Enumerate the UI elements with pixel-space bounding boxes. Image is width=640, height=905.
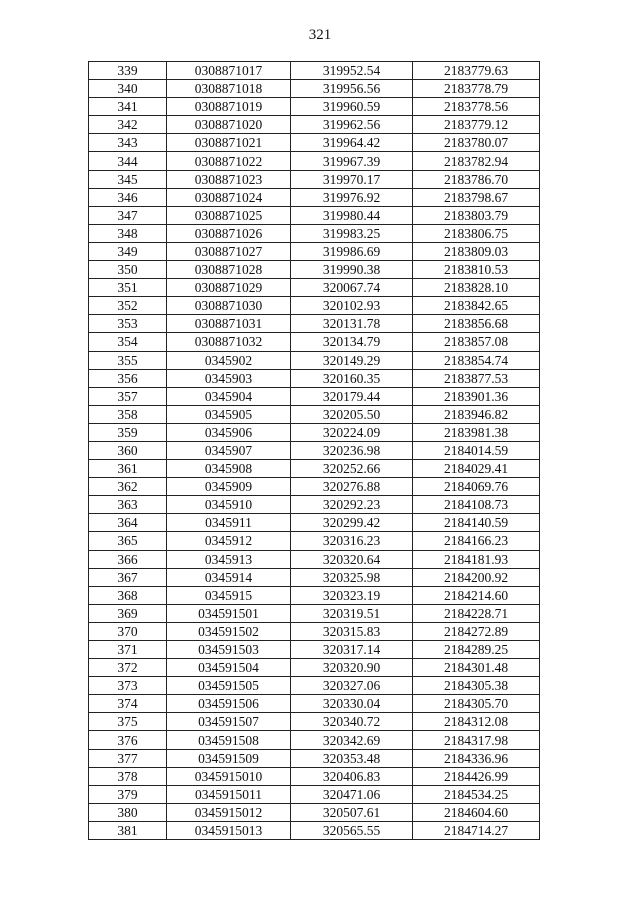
point-id-cell: 0345905 — [167, 405, 291, 423]
point-id-cell: 0308871026 — [167, 224, 291, 242]
y-coordinate-cell: 2183810.53 — [413, 261, 540, 279]
y-coordinate-cell: 2183806.75 — [413, 224, 540, 242]
point-id-cell: 0345902 — [167, 351, 291, 369]
row-number-cell: 380 — [89, 803, 167, 821]
table-row — [89, 478, 540, 496]
x-coordinate-cell: 320292.23 — [291, 496, 413, 514]
table-row — [89, 659, 540, 677]
point-id-cell: 0345915013 — [167, 821, 291, 839]
table-row — [89, 713, 540, 731]
x-coordinate-cell: 320205.50 — [291, 405, 413, 423]
point-id-cell: 0345904 — [167, 387, 291, 405]
y-coordinate-cell: 2183778.79 — [413, 80, 540, 98]
y-coordinate-cell: 2184200.92 — [413, 568, 540, 586]
row-number-cell: 369 — [89, 604, 167, 622]
table-row — [89, 821, 540, 839]
x-coordinate-cell: 320236.98 — [291, 441, 413, 459]
row-number-cell: 378 — [89, 767, 167, 785]
x-coordinate-cell: 320102.93 — [291, 297, 413, 315]
row-number-cell: 364 — [89, 514, 167, 532]
point-id-cell: 0308871027 — [167, 242, 291, 260]
point-id-cell: 0345914 — [167, 568, 291, 586]
x-coordinate-cell: 319960.59 — [291, 98, 413, 116]
x-coordinate-cell: 320160.35 — [291, 369, 413, 387]
table-row — [89, 279, 540, 297]
row-number-cell: 339 — [89, 62, 167, 80]
row-number-cell: 374 — [89, 695, 167, 713]
coordinates-table — [88, 61, 540, 840]
table-row — [89, 261, 540, 279]
x-coordinate-cell: 320315.83 — [291, 622, 413, 640]
point-id-cell: 0308871028 — [167, 261, 291, 279]
x-coordinate-cell: 320319.51 — [291, 604, 413, 622]
table-row — [89, 441, 540, 459]
row-number-cell: 359 — [89, 423, 167, 441]
table-row — [89, 188, 540, 206]
point-id-cell: 034591501 — [167, 604, 291, 622]
row-number-cell: 376 — [89, 731, 167, 749]
point-id-cell: 0308871017 — [167, 62, 291, 80]
x-coordinate-cell: 320327.06 — [291, 677, 413, 695]
y-coordinate-cell: 2184426.99 — [413, 767, 540, 785]
y-coordinate-cell: 2184305.70 — [413, 695, 540, 713]
table-row — [89, 496, 540, 514]
x-coordinate-cell: 320252.66 — [291, 460, 413, 478]
table-row — [89, 460, 540, 478]
y-coordinate-cell: 2183877.53 — [413, 369, 540, 387]
y-coordinate-cell: 2183857.08 — [413, 333, 540, 351]
point-id-cell: 034591508 — [167, 731, 291, 749]
row-number-cell: 377 — [89, 749, 167, 767]
row-number-cell: 348 — [89, 224, 167, 242]
point-id-cell: 0345909 — [167, 478, 291, 496]
x-coordinate-cell: 320299.42 — [291, 514, 413, 532]
row-number-cell: 373 — [89, 677, 167, 695]
point-id-cell: 0345912 — [167, 532, 291, 550]
x-coordinate-cell: 319962.56 — [291, 116, 413, 134]
row-number-cell: 342 — [89, 116, 167, 134]
x-coordinate-cell: 320507.61 — [291, 803, 413, 821]
x-coordinate-cell: 319990.38 — [291, 261, 413, 279]
y-coordinate-cell: 2184108.73 — [413, 496, 540, 514]
x-coordinate-cell: 319970.17 — [291, 170, 413, 188]
x-coordinate-cell: 320353.48 — [291, 749, 413, 767]
table-row — [89, 550, 540, 568]
table-row — [89, 152, 540, 170]
y-coordinate-cell: 2184166.23 — [413, 532, 540, 550]
row-number-cell: 344 — [89, 152, 167, 170]
x-coordinate-cell: 319983.25 — [291, 224, 413, 242]
point-id-cell: 0345915010 — [167, 767, 291, 785]
page-number: 321 — [308, 27, 332, 43]
y-coordinate-cell: 2183946.82 — [413, 405, 540, 423]
y-coordinate-cell: 2184317.98 — [413, 731, 540, 749]
x-coordinate-cell: 320224.09 — [291, 423, 413, 441]
table-row — [89, 315, 540, 333]
x-coordinate-cell: 319964.42 — [291, 134, 413, 152]
table-row — [89, 98, 540, 116]
y-coordinate-cell: 2184140.59 — [413, 514, 540, 532]
point-id-cell: 0308871021 — [167, 134, 291, 152]
table-row — [89, 641, 540, 659]
point-id-cell: 0345907 — [167, 441, 291, 459]
point-id-cell: 0308871022 — [167, 152, 291, 170]
row-number-cell: 362 — [89, 478, 167, 496]
y-coordinate-cell: 2184181.93 — [413, 550, 540, 568]
row-number-cell: 340 — [89, 80, 167, 98]
point-id-cell: 0345906 — [167, 423, 291, 441]
point-id-cell: 0308871030 — [167, 297, 291, 315]
table-row — [89, 116, 540, 134]
table-row — [89, 134, 540, 152]
y-coordinate-cell: 2183803.79 — [413, 206, 540, 224]
row-number-cell: 381 — [89, 821, 167, 839]
row-number-cell: 375 — [89, 713, 167, 731]
table-row — [89, 369, 540, 387]
point-id-cell: 0308871031 — [167, 315, 291, 333]
x-coordinate-cell: 320149.29 — [291, 351, 413, 369]
point-id-cell: 0308871020 — [167, 116, 291, 134]
row-number-cell: 360 — [89, 441, 167, 459]
y-coordinate-cell: 2183854.74 — [413, 351, 540, 369]
row-number-cell: 347 — [89, 206, 167, 224]
y-coordinate-cell: 2184336.96 — [413, 749, 540, 767]
table-row — [89, 568, 540, 586]
table-row — [89, 604, 540, 622]
table-row — [89, 423, 540, 441]
row-number-cell: 349 — [89, 242, 167, 260]
point-id-cell: 0308871023 — [167, 170, 291, 188]
x-coordinate-cell: 320471.06 — [291, 785, 413, 803]
point-id-cell: 0308871032 — [167, 333, 291, 351]
point-id-cell: 0345908 — [167, 460, 291, 478]
y-coordinate-cell: 2184604.60 — [413, 803, 540, 821]
row-number-cell: 371 — [89, 641, 167, 659]
table-row — [89, 749, 540, 767]
y-coordinate-cell: 2184301.48 — [413, 659, 540, 677]
y-coordinate-cell: 2184272.89 — [413, 622, 540, 640]
y-coordinate-cell: 2184069.76 — [413, 478, 540, 496]
x-coordinate-cell: 320325.98 — [291, 568, 413, 586]
table-row — [89, 677, 540, 695]
row-number-cell: 346 — [89, 188, 167, 206]
y-coordinate-cell: 2183780.07 — [413, 134, 540, 152]
table-row — [89, 206, 540, 224]
x-coordinate-cell: 319952.54 — [291, 62, 413, 80]
row-number-cell: 361 — [89, 460, 167, 478]
y-coordinate-cell: 2183798.67 — [413, 188, 540, 206]
x-coordinate-cell: 320316.23 — [291, 532, 413, 550]
x-coordinate-cell: 320131.78 — [291, 315, 413, 333]
y-coordinate-cell: 2183842.65 — [413, 297, 540, 315]
row-number-cell: 352 — [89, 297, 167, 315]
table-row — [89, 387, 540, 405]
row-number-cell: 372 — [89, 659, 167, 677]
row-number-cell: 356 — [89, 369, 167, 387]
y-coordinate-cell: 2184228.71 — [413, 604, 540, 622]
y-coordinate-cell: 2184289.25 — [413, 641, 540, 659]
y-coordinate-cell: 2183782.94 — [413, 152, 540, 170]
y-coordinate-cell: 2183856.68 — [413, 315, 540, 333]
y-coordinate-cell: 2183901.36 — [413, 387, 540, 405]
table-row — [89, 731, 540, 749]
point-id-cell: 0345915 — [167, 586, 291, 604]
x-coordinate-cell: 320317.14 — [291, 641, 413, 659]
table-row — [89, 803, 540, 821]
y-coordinate-cell: 2183786.70 — [413, 170, 540, 188]
y-coordinate-cell: 2184312.08 — [413, 713, 540, 731]
point-id-cell: 0308871018 — [167, 80, 291, 98]
x-coordinate-cell: 320276.88 — [291, 478, 413, 496]
table-row — [89, 297, 540, 315]
x-coordinate-cell: 320340.72 — [291, 713, 413, 731]
x-coordinate-cell: 320179.44 — [291, 387, 413, 405]
y-coordinate-cell: 2183779.12 — [413, 116, 540, 134]
table-row — [89, 586, 540, 604]
row-number-cell: 341 — [89, 98, 167, 116]
row-number-cell: 343 — [89, 134, 167, 152]
point-id-cell: 0308871024 — [167, 188, 291, 206]
y-coordinate-cell: 2184534.25 — [413, 785, 540, 803]
y-coordinate-cell: 2183778.56 — [413, 98, 540, 116]
table-row — [89, 695, 540, 713]
row-number-cell: 358 — [89, 405, 167, 423]
table-row — [89, 170, 540, 188]
y-coordinate-cell: 2184029.41 — [413, 460, 540, 478]
point-id-cell: 0345913 — [167, 550, 291, 568]
table-row — [89, 785, 540, 803]
x-coordinate-cell: 319976.92 — [291, 188, 413, 206]
row-number-cell: 353 — [89, 315, 167, 333]
point-id-cell: 0345910 — [167, 496, 291, 514]
x-coordinate-cell: 320406.83 — [291, 767, 413, 785]
x-coordinate-cell: 319956.56 — [291, 80, 413, 98]
row-number-cell: 370 — [89, 622, 167, 640]
y-coordinate-cell: 2184714.27 — [413, 821, 540, 839]
x-coordinate-cell: 320565.55 — [291, 821, 413, 839]
table-row — [89, 351, 540, 369]
x-coordinate-cell: 320320.90 — [291, 659, 413, 677]
x-coordinate-cell: 320323.19 — [291, 586, 413, 604]
row-number-cell: 357 — [89, 387, 167, 405]
table-row — [89, 532, 540, 550]
x-coordinate-cell: 319986.69 — [291, 242, 413, 260]
point-id-cell: 0345903 — [167, 369, 291, 387]
x-coordinate-cell: 320342.69 — [291, 731, 413, 749]
row-number-cell: 345 — [89, 170, 167, 188]
x-coordinate-cell: 320330.04 — [291, 695, 413, 713]
table-row — [89, 405, 540, 423]
point-id-cell: 034591507 — [167, 713, 291, 731]
y-coordinate-cell: 2184214.60 — [413, 586, 540, 604]
row-number-cell: 368 — [89, 586, 167, 604]
y-coordinate-cell: 2184305.38 — [413, 677, 540, 695]
x-coordinate-cell: 320067.74 — [291, 279, 413, 297]
table-row — [89, 622, 540, 640]
y-coordinate-cell: 2183828.10 — [413, 279, 540, 297]
y-coordinate-cell: 2183809.03 — [413, 242, 540, 260]
point-id-cell: 0345915012 — [167, 803, 291, 821]
row-number-cell: 354 — [89, 333, 167, 351]
x-coordinate-cell: 319967.39 — [291, 152, 413, 170]
table-row — [89, 333, 540, 351]
table-row — [89, 242, 540, 260]
x-coordinate-cell: 320134.79 — [291, 333, 413, 351]
point-id-cell: 034591502 — [167, 622, 291, 640]
point-id-cell: 0308871019 — [167, 98, 291, 116]
point-id-cell: 0308871029 — [167, 279, 291, 297]
point-id-cell: 034591503 — [167, 641, 291, 659]
y-coordinate-cell: 2183981.38 — [413, 423, 540, 441]
row-number-cell: 379 — [89, 785, 167, 803]
point-id-cell: 034591506 — [167, 695, 291, 713]
x-coordinate-cell: 320320.64 — [291, 550, 413, 568]
point-id-cell: 0345911 — [167, 514, 291, 532]
row-number-cell: 365 — [89, 532, 167, 550]
table-row — [89, 767, 540, 785]
y-coordinate-cell: 2184014.59 — [413, 441, 540, 459]
row-number-cell: 351 — [89, 279, 167, 297]
point-id-cell: 034591504 — [167, 659, 291, 677]
y-coordinate-cell: 2183779.63 — [413, 62, 540, 80]
row-number-cell: 350 — [89, 261, 167, 279]
point-id-cell: 034591505 — [167, 677, 291, 695]
row-number-cell: 367 — [89, 568, 167, 586]
table-row — [89, 514, 540, 532]
table-body — [89, 62, 540, 840]
table-row — [89, 80, 540, 98]
point-id-cell: 0345915011 — [167, 785, 291, 803]
x-coordinate-cell: 319980.44 — [291, 206, 413, 224]
point-id-cell: 034591509 — [167, 749, 291, 767]
table-row — [89, 62, 540, 80]
row-number-cell: 363 — [89, 496, 167, 514]
row-number-cell: 355 — [89, 351, 167, 369]
point-id-cell: 0308871025 — [167, 206, 291, 224]
row-number-cell: 366 — [89, 550, 167, 568]
table-row — [89, 224, 540, 242]
